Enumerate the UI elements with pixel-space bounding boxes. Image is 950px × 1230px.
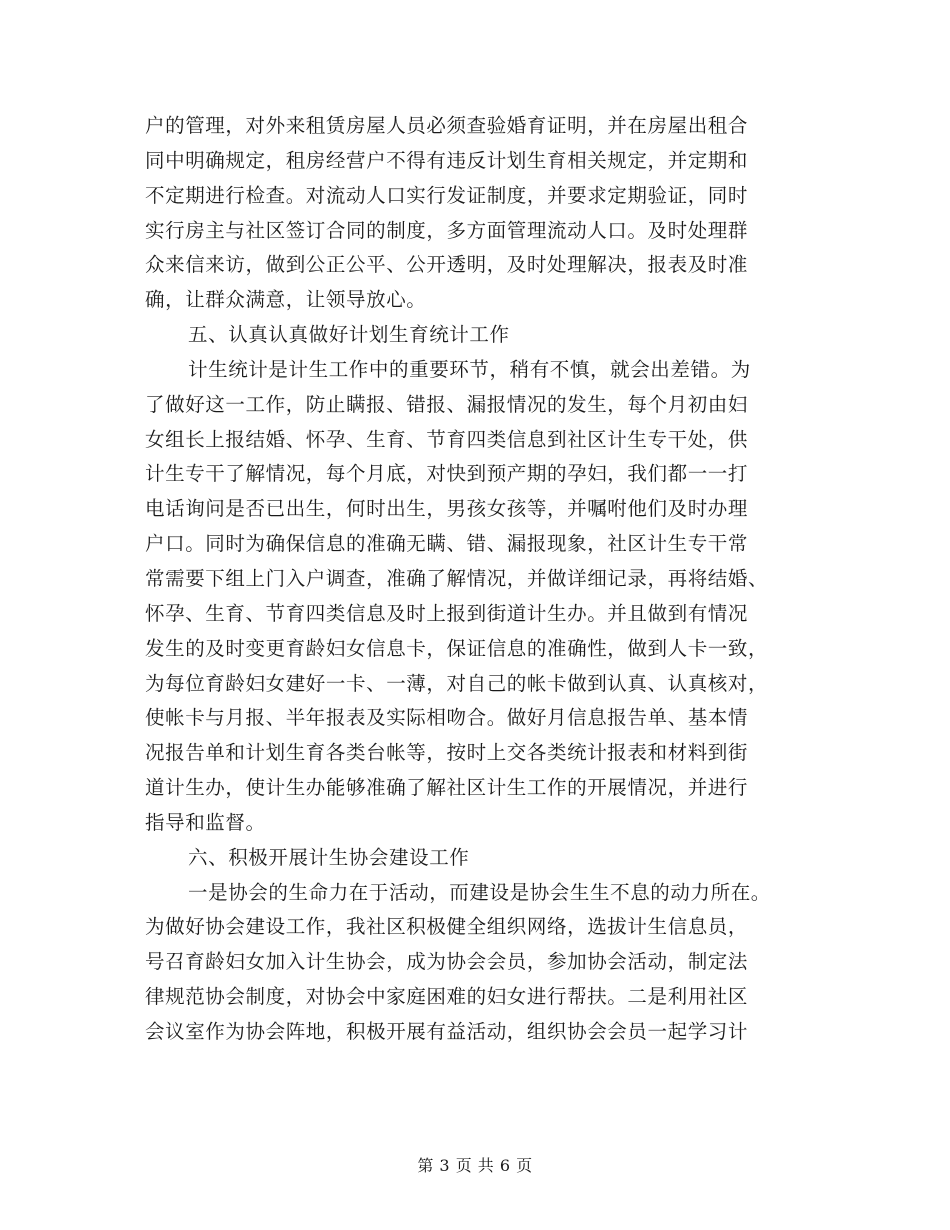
text-line: 一是协会的生命力在于活动，而建设是协会生生不息的动力所在。 [188,880,771,904]
text-line: 同中明确规定，租房经营户不得有违反计划生育相关规定，并定期和 [145,148,749,172]
body-text [145,109,825,1050]
text-line: 计生统计是计生工作中的重要环节，稍有不慎，就会出差错。为 [188,357,751,381]
text-line: 了做好这一工作，防止瞒报、错报、漏报情况的发生，每个月初由妇 [145,392,749,416]
text-line: 使帐卡与月报、半年报表及实际相吻合。做好月信息报告单、基本情 [145,706,749,730]
text-line: 发生的及时变更育龄妇女信息卡，保证信息的准确性，做到人卡一致， [145,636,769,660]
text-line: 实行房主与社区签订合同的制度，多方面管理流动人口。及时处理群 [145,218,749,242]
footer-suffix: 页 [516,1156,533,1175]
section-heading-6: 六、积极开展计生协会建设工作 [188,845,470,869]
section-heading-5: 五、认真认真做好计划生育统计工作 [188,323,510,347]
text-line: 指导和监督。 [145,810,266,834]
footer-prefix: 第 [417,1156,434,1175]
text-line: 会议室作为协会阵地，积极开展有益活动，组织协会会员一起学习计 [145,1019,749,1043]
text-line: 户口。同时为确保信息的准确无瞒、错、漏报现象，社区计生专干常 [145,532,749,556]
text-line: 计生专干了解情况，每个月底，对快到预产期的孕妇，我们都一一打 [145,462,749,486]
page-footer [0,1153,950,1176]
text-line: 常需要下组上门入户调查，准确了解情况，并做详细记录，再将结婚、 [145,566,769,590]
total-pages: 6 [499,1156,511,1175]
text-line: 律规范协会制度，对协会中家庭困难的妇女进行帮扶。二是利用社区 [145,985,749,1009]
text-line: 确，让群众满意，让领导放心。 [145,288,427,312]
text-line: 众来信来访，做到公正公平、公开透明，及时处理解决，报表及时准 [145,253,749,277]
text-line: 电话询问是否已出生，何时出生，男孩女孩等，并嘱咐他们及时办理 [145,497,749,521]
text-line: 道计生办，使计生办能够准确了解社区计生工作的开展情况，并进行 [145,776,749,800]
text-line: 为每位育龄妇女建好一卡、一薄，对自己的帐卡做到认真、认真核对， [145,671,769,695]
current-page-number: 3 [439,1156,451,1175]
text-line: 怀孕、生育、节育四类信息及时上报到街道计生办。并且做到有情况 [145,601,749,625]
text-line: 号召育龄妇女加入计生协会，成为协会会员，参加协会活动，制定法 [145,950,749,974]
text-line: 况报告单和计划生育各类台帐等，按时上交各类统计报表和材料到街 [145,741,749,765]
text-line: 户的管理，对外来租赁房屋人员必须查验婚育证明，并在房屋出租合 [145,114,749,137]
text-line: 不定期进行检查。对流动人口实行发证制度，并要求定期验证，同时 [145,183,749,207]
footer-middle: 页 共 [455,1156,495,1175]
text-line: 女组长上报结婚、怀孕、生育、节育四类信息到社区计生专干处，供 [145,427,749,451]
text-line: 为做好协会建设工作，我社区积极健全组织网络，选拔计生信息员， [145,915,749,939]
